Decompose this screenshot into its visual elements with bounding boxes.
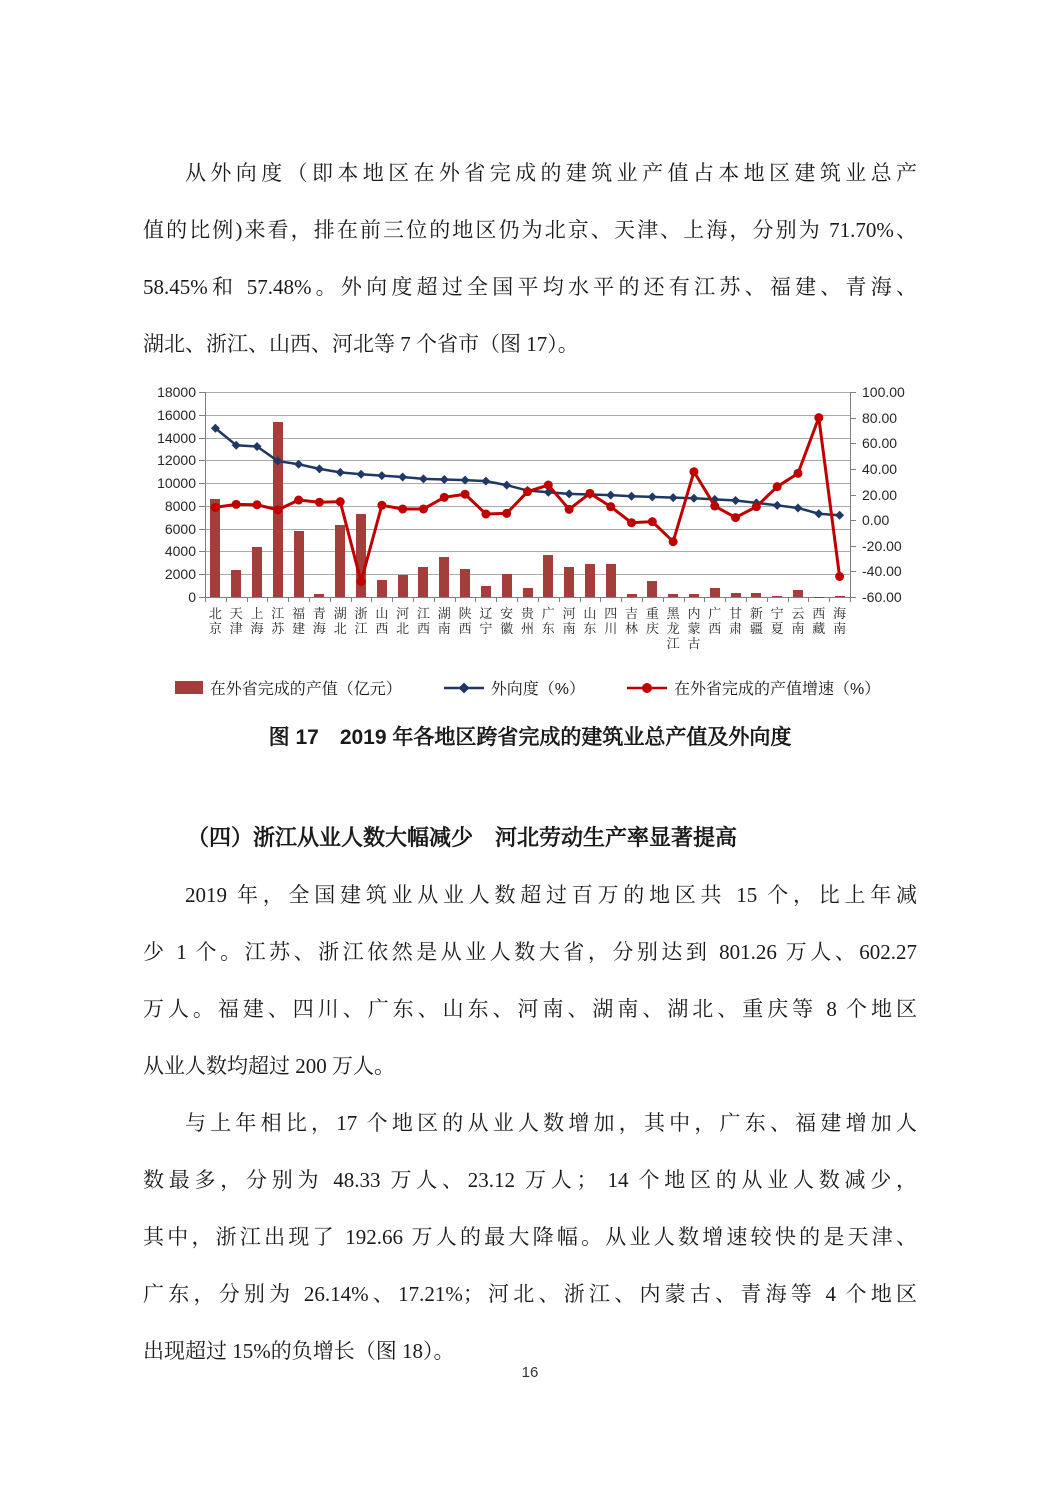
- y-axis-label: 6000: [164, 520, 196, 537]
- circle-marker: [648, 517, 657, 526]
- x-axis-label: 江 苏: [271, 606, 285, 636]
- x-axis-tick: [725, 598, 726, 602]
- x-axis-label: 河 南: [562, 606, 576, 636]
- secondary-y-axis-label: 40.00: [862, 460, 898, 477]
- diamond-marker: [357, 470, 366, 479]
- diamond-marker: [648, 492, 657, 501]
- diamond-marker: [689, 494, 698, 503]
- x-axis-label: 山 西: [375, 606, 389, 636]
- diamond-marker: [461, 476, 470, 485]
- y-axis-label: 10000: [157, 475, 196, 492]
- x-axis-label: 西 藏: [812, 606, 826, 636]
- diamond-marker: [731, 496, 740, 505]
- y-axis-label: 16000: [157, 406, 196, 423]
- secondary-y-axis-label: -60.00: [862, 589, 902, 605]
- x-axis-tick: [850, 598, 851, 602]
- x-axis-tick: [247, 598, 248, 602]
- y-axis-label: 14000: [157, 429, 196, 446]
- x-axis-tick: [746, 598, 747, 602]
- x-axis-label: 山 东: [583, 606, 597, 636]
- x-axis-tick: [392, 598, 393, 602]
- text-line: 58.45%和 57.48%。外向度超过全国平均水平的还有江苏、福建、青海、: [143, 275, 917, 299]
- x-axis-line: [205, 597, 851, 598]
- x-axis-tick: [684, 598, 685, 602]
- x-axis-tick: [288, 598, 289, 602]
- text-line: 少 1 个。江苏、浙江依然是从业人数大省，分别达到 801.26 万人、602.27: [143, 940, 917, 964]
- circle-marker: [398, 504, 407, 513]
- diamond-marker: [835, 511, 844, 520]
- x-axis-tick: [267, 598, 268, 602]
- text-line: 湖北、浙江、山西、河北等 7 个省市（图 17）。: [143, 332, 579, 356]
- chart-legend: [190, 676, 881, 699]
- intro-paragraph: [143, 145, 917, 373]
- x-axis-tick: [330, 598, 331, 602]
- secondary-y-axis-line: [850, 392, 851, 597]
- legend-item-blue-line-series: [444, 676, 585, 699]
- line-series: [215, 418, 839, 582]
- legend-item-bar-series: [175, 676, 402, 699]
- diamond-marker: [294, 460, 303, 469]
- diamond-marker: [773, 501, 782, 510]
- x-axis-label: 广 东: [541, 606, 555, 636]
- secondary-y-axis-label: 20.00: [862, 486, 898, 503]
- x-axis-tick: [538, 598, 539, 602]
- x-axis-label: 上 海: [250, 606, 264, 636]
- y-axis-label: 2000: [164, 566, 196, 583]
- diamond-marker: [565, 489, 574, 498]
- diamond-marker: [315, 464, 324, 473]
- body-paragraph-1: [143, 867, 917, 1095]
- y-axis-label: 18000: [157, 384, 196, 400]
- page-number: 16: [521, 1364, 539, 1381]
- circle-marker: [461, 490, 470, 499]
- circle-marker: [752, 502, 761, 511]
- x-axis-tick: [829, 598, 830, 602]
- x-axis-tick: [205, 598, 206, 602]
- text-line: 值的比例)来看，排在前三位的地区仍为北京、天津、上海，分别为 71.70%、: [143, 218, 917, 242]
- x-axis-label: 江 西: [416, 606, 430, 636]
- x-axis-label: 宁 夏: [770, 606, 784, 636]
- x-axis-label: 新 疆: [749, 606, 763, 636]
- text-line: 广东，分别为 26.14%、17.21%；河北、浙江、内蒙古、青海等 4 个地区: [143, 1282, 917, 1306]
- circle-marker: [606, 502, 615, 511]
- circle-marker: [814, 413, 823, 422]
- text-line: 从业人数均超过 200 万人。: [143, 1054, 395, 1078]
- circle-marker: [419, 504, 428, 513]
- circle-marker: [523, 487, 532, 496]
- circle-marker: [689, 467, 698, 476]
- y-axis-label: 8000: [164, 497, 196, 514]
- diamond-marker: [669, 493, 678, 502]
- y-axis-label: 0: [188, 589, 196, 605]
- secondary-y-axis-label: -40.00: [862, 563, 902, 580]
- x-axis-tick: [559, 598, 560, 602]
- x-axis-tick: [475, 598, 476, 602]
- diamond-marker: [440, 475, 449, 484]
- x-axis-tick: [351, 598, 352, 602]
- x-axis-label: 青 海: [312, 606, 326, 636]
- x-axis-label: 海 南: [833, 606, 847, 636]
- x-axis-tick: [455, 598, 456, 602]
- x-axis-label: 云 南: [791, 606, 805, 636]
- text-line: 出现超过 15%的负增长（图 18）。: [143, 1339, 455, 1363]
- x-axis-label: 广 西: [708, 606, 722, 636]
- circle-marker: [232, 500, 241, 509]
- secondary-y-axis-label: 60.00: [862, 435, 898, 452]
- x-axis-label: 四 川: [604, 606, 618, 636]
- x-axis-label: 甘 肃: [729, 606, 743, 636]
- body-paragraph-2: [143, 1095, 917, 1380]
- text-line: 与上年相比，17 个地区的从业人数增加，其中，广东、福建增加人: [185, 1111, 917, 1135]
- diamond-marker: [793, 503, 802, 512]
- x-axis-tick: [600, 598, 601, 602]
- x-axis-label: 贵 州: [520, 606, 534, 636]
- x-axis-tick: [580, 598, 581, 602]
- text-line: 其中，浙江出现了 192.66 万人的最大降幅。从业人数增速较快的是天津、: [143, 1225, 917, 1249]
- diamond-marker: [336, 468, 345, 477]
- text-line: 数最多，分别为 48.33 万人、23.12 万人； 14 个地区的从业人数减少，: [143, 1168, 917, 1192]
- x-axis-label: 黑 龙 江: [666, 606, 680, 651]
- bar-swatch-icon: [175, 681, 203, 694]
- circle-marker: [377, 501, 386, 510]
- secondary-y-axis-label: -20.00: [862, 537, 902, 554]
- section-heading: （四）浙江从业人数大幅减少 河北劳动生产率显著提高: [187, 825, 738, 850]
- x-axis-label: 北 京: [208, 606, 222, 636]
- x-axis-label: 重 庆: [645, 606, 659, 636]
- diamond-marker: [419, 474, 428, 483]
- figure-caption: 图 17 2019 年各地区跨省完成的建筑业总产值及外向度: [268, 726, 792, 749]
- x-axis-label: 辽 宁: [479, 606, 493, 636]
- text-line: 从外向度（即本地区在外省完成的建筑业产值占本地区建筑业总产: [185, 161, 917, 185]
- secondary-y-axis-label: 80.00: [862, 409, 898, 426]
- x-axis-tick: [309, 598, 310, 602]
- x-axis-label: 湖 北: [333, 606, 347, 636]
- x-axis-label: 福 建: [292, 606, 306, 636]
- y-axis-label: 12000: [157, 452, 196, 469]
- diamond-marker: [481, 477, 490, 486]
- x-axis-label: 吉 林: [625, 606, 639, 636]
- x-axis-label: 天 津: [229, 606, 243, 636]
- diamond-marker: [606, 491, 615, 500]
- circle-marker: [336, 497, 345, 506]
- x-axis-tick: [788, 598, 789, 602]
- x-axis-tick: [371, 598, 372, 602]
- circle-marker: [710, 502, 719, 511]
- chart-plot-area: [150, 382, 925, 714]
- line-series-overlay: [205, 392, 850, 597]
- legend-label: 在外省完成的产值（亿元）: [209, 681, 402, 698]
- circle-marker: [253, 500, 262, 509]
- figure-17-chart: [150, 382, 925, 714]
- circle-marker: [440, 493, 449, 502]
- text-line: 2019 年，全国建筑业从业人数超过百万的地区共 15 个，比上年减: [185, 883, 917, 907]
- secondary-y-axis-label: 100.00: [862, 384, 905, 400]
- x-axis-label: 内 蒙 古: [687, 606, 701, 651]
- legend-label: 外向度（%）: [490, 681, 586, 698]
- diamond-marker: [502, 481, 511, 490]
- line-diamond-marker-icon: [444, 682, 484, 694]
- legend-label: 在外省完成的产值增速（%）: [674, 681, 881, 698]
- x-axis-tick: [767, 598, 768, 602]
- x-axis-tick: [663, 598, 664, 602]
- circle-marker: [585, 489, 594, 498]
- x-axis-tick: [642, 598, 643, 602]
- x-axis-tick: [808, 598, 809, 602]
- circle-marker: [502, 509, 511, 518]
- circle-marker: [481, 509, 490, 518]
- x-axis-label: 安 徽: [500, 606, 514, 636]
- x-axis-tick: [704, 598, 705, 602]
- line-circle-marker-icon: [627, 682, 667, 694]
- circle-marker: [835, 572, 844, 581]
- x-axis-label: 湖 南: [437, 606, 451, 636]
- y-axis-label: 4000: [164, 543, 196, 560]
- circle-marker: [273, 505, 282, 514]
- circle-marker: [627, 518, 636, 527]
- diamond-marker: [814, 509, 823, 518]
- legend-item-red-line-series: [627, 676, 880, 699]
- circle-marker: [357, 577, 366, 586]
- x-axis-tick: [226, 598, 227, 602]
- diamond-marker: [377, 471, 386, 480]
- text-line: 万人。福建、四川、广东、山东、河南、湖南、湖北、重庆等 8 个地区: [143, 997, 917, 1021]
- circle-marker: [731, 513, 740, 522]
- x-axis-label: 河 北: [396, 606, 410, 636]
- diamond-marker: [398, 472, 407, 481]
- circle-marker: [294, 496, 303, 505]
- circle-marker: [565, 505, 574, 514]
- x-axis-tick: [517, 598, 518, 602]
- circle-marker: [544, 481, 553, 490]
- x-axis-tick: [621, 598, 622, 602]
- secondary-y-axis-label: 0.00: [862, 512, 890, 529]
- circle-marker: [211, 503, 220, 512]
- x-axis-tick: [434, 598, 435, 602]
- x-axis-tick: [496, 598, 497, 602]
- diamond-marker: [627, 492, 636, 501]
- x-axis-label: 浙 江: [354, 606, 368, 636]
- circle-marker: [669, 537, 678, 546]
- circle-marker: [315, 498, 324, 507]
- circle-marker: [773, 482, 782, 491]
- x-axis-label: 陕 西: [458, 606, 472, 636]
- circle-marker: [793, 469, 802, 478]
- x-axis-tick: [413, 598, 414, 602]
